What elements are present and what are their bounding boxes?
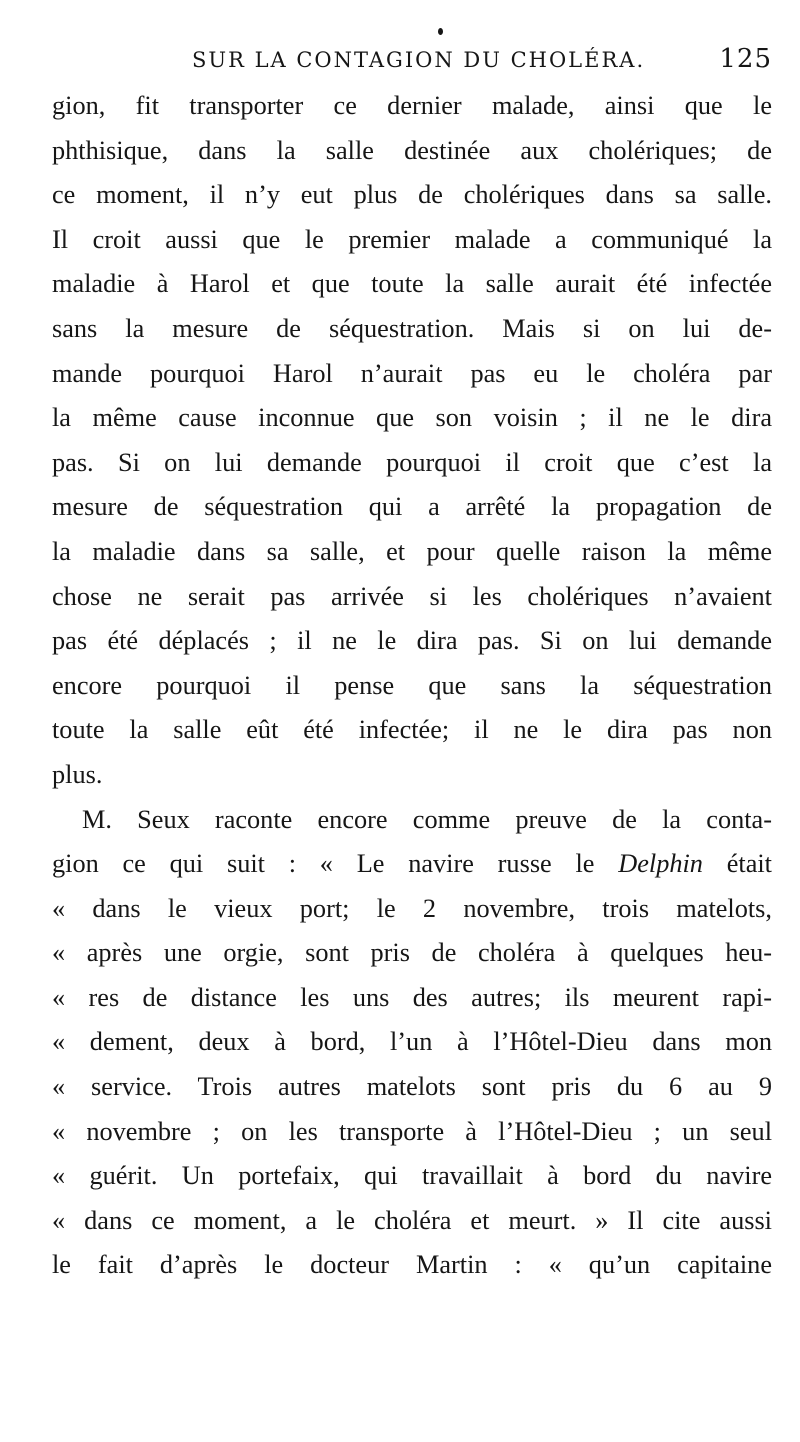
- text-line: toute la salle eût été infectée; il ne le dira pas non: [52, 715, 772, 745]
- text-line: sans la mesure de séquestration. Mais si on lui de-: [52, 313, 772, 343]
- text-line: « dans le vieux port; le 2 novembre, trois matelots,: [52, 893, 772, 923]
- text-line: « dans ce moment, a le choléra et meurt. » Il cite aussi: [52, 1205, 772, 1235]
- text-line: maladie à Harol et que toute la salle aurait été infectée: [52, 269, 772, 299]
- text-line: mesure de séquestration qui a arrêté la propagation de: [52, 492, 772, 522]
- text-line: plus.: [52, 759, 103, 789]
- text-fragment: gion ce qui suit : « Le navire russe le: [52, 849, 619, 879]
- text-line: « res de distance les uns des autres; ils meurent rapi-: [52, 982, 772, 1012]
- text-line: « guérit. Un portefaix, qui travaillait à bord du navire: [52, 1161, 772, 1191]
- running-title: SUR LA CONTAGION DU CHOLÉRA.: [192, 48, 646, 72]
- text-line: [52, 842, 772, 887]
- text-line: phthisique, dans la salle destinée aux cholériques; de: [52, 135, 772, 165]
- body-text: [52, 84, 772, 1288]
- text-line: ce moment, il n’y eut plus de cholériques dans sa salle.: [52, 180, 772, 210]
- book-page: [52, 28, 772, 1288]
- running-header: [52, 28, 772, 78]
- page-number: 125: [719, 44, 772, 74]
- text-line: « novembre ; on les transporte à l’Hôtel-Dieu ; un seul: [52, 1116, 772, 1146]
- text-line: pas. Si on lui demande pourquoi il croit que c’est la: [52, 447, 772, 477]
- ornament-dot: [438, 28, 443, 35]
- ship-name: Delphin: [618, 849, 703, 879]
- text-line: Il croit aussi que le premier malade a communiqué la: [52, 224, 772, 254]
- text-line: « service. Trois autres matelots sont pris du 6 au 9: [52, 1072, 772, 1102]
- text-line: encore pourquoi il pense que sans la séquestration: [52, 670, 772, 700]
- text-line: mande pourquoi Harol n’aurait pas eu le choléra par: [52, 358, 772, 388]
- text-line: la maladie dans sa salle, et pour quelle raison la même: [52, 536, 772, 566]
- text-line: « dement, deux à bord, l’un à l’Hôtel-Dieu dans mon: [52, 1027, 772, 1057]
- text-line: gion, fit transporter ce dernier malade, ainsi que le: [52, 91, 772, 120]
- text-line: « après une orgie, sont pris de choléra à quelques heu-: [52, 938, 772, 968]
- text-line: M. Seux raconte encore comme preuve de la conta-: [82, 804, 772, 834]
- text-line: pas été déplacés ; il ne le dira pas. Si on lui demande: [52, 626, 772, 656]
- text-line: la même cause inconnue que son voisin ; il ne le dira: [52, 403, 772, 433]
- text-line: le fait d’après le docteur Martin : « qu’un capitaine: [52, 1250, 772, 1280]
- text-fragment: était: [702, 849, 772, 879]
- text-line: chose ne serait pas arrivée si les cholériques n’avaient: [52, 581, 772, 611]
